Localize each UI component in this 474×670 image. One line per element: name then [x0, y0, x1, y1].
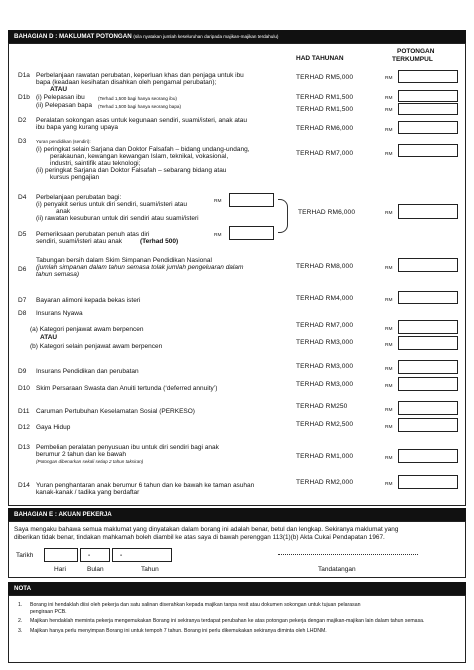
d10-amount-field[interactable]: [398, 377, 458, 391]
date-day-field[interactable]: [44, 548, 78, 562]
d45-had: TERHAD RM6,000: [298, 209, 356, 216]
d3-text-5: kursus pengajian: [50, 174, 100, 181]
d12-text-1: Gaya Hidup: [36, 424, 71, 431]
d6-text-2: (jumlah simpanan dalam tahun semasa tolak jumlah pengeluaran dalam: [36, 264, 244, 271]
d10-had: TERHAD RM3,000: [296, 381, 354, 388]
d6-amount-field[interactable]: [398, 258, 458, 272]
d14-rm: RM: [385, 482, 393, 487]
d9-rm: RM: [385, 367, 393, 372]
d45-rm: RM: [385, 211, 393, 216]
d8-text-a: (a) Kategori penjawat awam berpencen: [30, 326, 144, 333]
tarikh-label: Tarikh: [16, 552, 34, 559]
d1b-amount-field-1[interactable]: [398, 90, 458, 102]
d4-code: D4: [18, 194, 27, 201]
tahun-label: Tahun: [141, 566, 159, 573]
d4-text-2: anak: [56, 208, 71, 215]
nota-3-text: Majikan hanya perlu menyimpan Borang ini untuk tempoh 7 tahun. Borang ini perlu dikemukakan sekiranya diminta oleh LHDNM.: [30, 628, 327, 634]
d3-text-1: (i) peringkat selain Sarjana dan Doktor Falsafah – bidang undang-undang,: [36, 146, 250, 153]
d13-rm: RM: [385, 456, 393, 461]
d1a-atau: ATAU: [50, 86, 68, 93]
d13-code: D13: [18, 444, 30, 451]
d6-had: TERHAD RM8,000: [296, 263, 354, 270]
d14-text-1: Yuran penghantaran anak berumur 6 tahun dan ke bawah ke taman asuhan: [36, 482, 255, 489]
d13-note: (Potongan dibenarkan sekali setiap 2 tahun taksiran): [36, 459, 144, 464]
d1b-had-2: TERHAD RM1,500: [296, 106, 354, 113]
d4-amount-field[interactable]: [229, 193, 274, 207]
d12-amount-field[interactable]: [398, 418, 458, 432]
section-e-header: [8, 508, 466, 521]
d2-had: TERHAD RM6,000: [296, 125, 354, 132]
d10-text-1: Skim Persaraan Swasta dan Anuiti tertunda (‘deferred annuity’): [36, 385, 218, 392]
d5-text-2: sendiri, suami/isteri atau anak: [36, 238, 122, 245]
nota-1-number: 1.: [18, 602, 23, 608]
d3-rm: RM: [385, 152, 393, 157]
date-year-field[interactable]: [112, 548, 172, 562]
d7-code: D7: [18, 297, 27, 304]
d9-amount-field[interactable]: [398, 360, 458, 374]
date-month-field[interactable]: [80, 548, 110, 562]
d14-amount-field[interactable]: [398, 475, 458, 489]
d3-text-3: industri, saintifik atau teknologi;: [50, 160, 141, 167]
d1b-note-2: (Terhad 1,500 bagi hanya seorang bapa): [98, 104, 182, 109]
d13-had: TERHAD RM1,000: [296, 453, 354, 460]
nota-2-number: 2.: [18, 618, 23, 624]
d11-code: D11: [18, 408, 30, 415]
d12-code: D12: [18, 424, 30, 431]
d1a-had: TERHAD RM5,000: [296, 74, 354, 81]
section-d-header: [8, 30, 466, 43]
d13-text-2: berumur 2 tahun dan ke bawah: [36, 451, 126, 458]
d7-amount-field[interactable]: [398, 291, 458, 304]
nota-2-text: Majikan hendaklah meminta pekerja mengemukakan Borang ini sekiranya terdapat perubahan ke atas potongan pekerja dengan majikan-majikan lain dalam tahun semasa.: [30, 618, 425, 624]
d5-rm: RM: [214, 233, 222, 238]
d8-had-2: TERHAD RM3,000: [296, 339, 354, 346]
d5-code: D5: [18, 231, 27, 238]
d6-text-3: tahun semasa): [36, 271, 79, 278]
section-e-title: BAHAGIAN E : AKUAN PEKERJA: [14, 511, 112, 518]
nota-1-text: Borang ini hendaklah diisi oleh pekerja dan satu salinan diserahkan kepada majikan tanpa resit atau dokumen sokongan untuk tujuan pelarasan: [30, 602, 361, 608]
d4-text-3: (ii) rawatan kesuburan untuk diri sendiri atau suami/isteri: [36, 215, 199, 222]
d1b-amount-field-2[interactable]: [398, 103, 458, 115]
d2-text-2: ibu bapa yang kurang upaya: [36, 124, 119, 131]
d3-text-4: (ii) peringkat Sarjana dan Doktor Falsafah – sebarang bidang atau: [36, 167, 227, 174]
d13-text-1: Pembelian peralatan penyusuan ibu untuk diri sendiri bagi anak: [36, 444, 219, 451]
d9-code: D9: [18, 368, 27, 375]
d1a-amount-field[interactable]: [398, 70, 458, 83]
d8-rm-2: RM: [385, 343, 393, 348]
d4-d5-bracket: [278, 199, 288, 233]
nota-title: NOTA: [14, 585, 32, 592]
d5-limit: (Terhad 500): [140, 238, 179, 245]
d1b-text-1: (i) Pelepasan ibu: [36, 94, 85, 101]
d45-amount-field[interactable]: [398, 204, 458, 219]
d2-code: D2: [18, 117, 27, 124]
d14-text-2: kanak-kanak / tadika yang berdaftar: [36, 489, 140, 496]
d1b-rm-1: RM: [385, 96, 393, 101]
d1a-rm: RM: [385, 76, 393, 81]
d7-rm: RM: [385, 298, 393, 303]
d1b-note-1: (Terhad 1,500 bagi hanya seorang ibu): [98, 96, 177, 101]
signature-line[interactable]: [278, 554, 418, 555]
d13-amount-field[interactable]: [398, 449, 458, 463]
col-terkumpul: TERKUMPUL: [392, 56, 433, 63]
d1a-text-2: bapa (keadaan kesihatan disahkan oleh pengamal perubatan);: [36, 79, 217, 86]
d10-code: D10: [18, 385, 30, 392]
d1b-code: D1b: [18, 94, 30, 101]
d3-had: TERHAD RM7,000: [296, 150, 354, 157]
d4-heading: Perbelanjaan perubatan bagi:: [36, 194, 122, 201]
d4-rm: RM: [214, 199, 222, 204]
nota-header: [8, 582, 466, 595]
declaration-line-1: Saya mengaku bahawa semua maklumat yang dinyatakan dalam borang ini adalah benar, betul dan lengkap. Sekiranya maklumat yang: [14, 526, 399, 533]
d5-amount-field[interactable]: [229, 226, 274, 240]
d1b-text-2: (ii) Pelepasan bapa: [36, 102, 93, 109]
d1b-had-1: TERHAD RM1,500: [296, 94, 354, 101]
col-had-tahunan: HAD TAHUNAN: [296, 55, 344, 62]
d8-code: D8: [18, 310, 27, 317]
d9-text-1: Insurans Pendidikan dan perubatan: [36, 368, 139, 375]
d2-text-1: Peralatan sokongan asas untuk kegunaan sendiri, suami/isteri, anak atau: [36, 117, 248, 124]
d11-rm: RM: [385, 408, 393, 413]
d8-heading: Insurans Nyawa: [36, 310, 83, 317]
d12-had: TERHAD RM2,500: [296, 421, 354, 428]
d8-atau: ATAU: [40, 334, 58, 341]
d8a-amount-field[interactable]: [398, 320, 458, 334]
d9-had: TERHAD RM3,000: [296, 363, 354, 370]
nota-1-text-cont: pengiraan PCB.: [30, 609, 67, 615]
d3-text-2: perakaunan, kewangan kewangan Islam, teknikal, vokasional,: [50, 153, 229, 160]
d3-heading: Yuran pendidikan (sendiri):: [36, 139, 91, 144]
nota-3-number: 3.: [18, 628, 23, 634]
d11-text-1: Caruman Pertubuhan Keselamatan Sosial (PERKESO): [36, 408, 195, 415]
d7-had: TERHAD RM4,000: [296, 295, 354, 302]
d3-code: D3: [18, 138, 27, 145]
d8b-amount-field[interactable]: [398, 336, 458, 350]
d2-amount-field[interactable]: [398, 121, 458, 134]
d3-amount-field[interactable]: [398, 144, 458, 157]
d5-text-1: Pemeriksaan perubatan penuh atas diri: [36, 231, 150, 238]
date-separator-1: -: [88, 552, 91, 559]
section-d-title: BAHAGIAN D : MAKLUMAT POTONGAN: [14, 33, 132, 40]
d6-text-1: Tabungan bersih dalam Skim Simpanan Pendidikan Nasional: [36, 257, 212, 264]
date-separator-2: -: [120, 552, 123, 559]
d6-rm: RM: [385, 266, 393, 271]
d14-had: TERHAD RM2,000: [296, 479, 354, 486]
d8-had-1: TERHAD RM7,000: [296, 322, 354, 329]
d1a-code: D1a: [18, 72, 30, 79]
d7-text-1: Bayaran alimoni kepada bekas isteri: [36, 297, 141, 304]
col-potongan: POTONGAN: [397, 48, 435, 55]
bulan-label: Bulan: [87, 566, 104, 573]
d1a-text-1: Perbelanjaan rawatan perubatan, keperluan khas dan penjaga untuk ibu: [36, 72, 244, 79]
d4-text-1: (i) penyakit serius untuk diri sendiri, suami/isteri atau: [36, 201, 188, 208]
d6-code: D6: [18, 266, 27, 273]
section-d-note: (sila nyatakan jumlah keseluruhan daripada majikan-majikan terdahulu): [133, 34, 279, 39]
d14-code: D14: [18, 482, 30, 489]
d11-had: TERHAD RM250: [296, 403, 348, 410]
d12-rm: RM: [385, 425, 393, 430]
d11-amount-field[interactable]: [398, 401, 458, 415]
d2-rm: RM: [385, 128, 393, 133]
d1b-rm-2: RM: [385, 108, 393, 113]
declaration-line-2: diberikan tidak benar, tindakan mahkamah boleh diambil ke atas saya di bawah perenggan 113(1)(b) Akta Cukai Pendapatan 1967.: [14, 534, 385, 541]
d8-text-b: (b) Kategori selain penjawat awam berpencen: [30, 343, 163, 350]
d8-rm-1: RM: [385, 327, 393, 332]
tandatangan-label: Tandatangan: [318, 566, 356, 573]
d10-rm: RM: [385, 384, 393, 389]
hari-label: Hari: [54, 566, 66, 573]
